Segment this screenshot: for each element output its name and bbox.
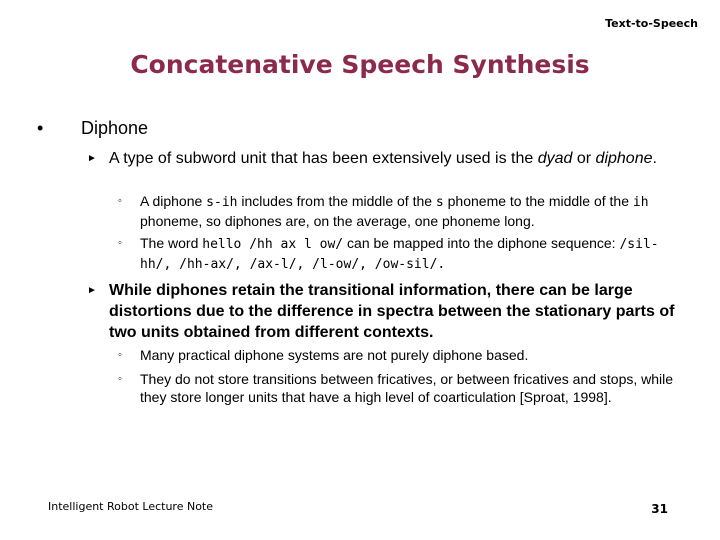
circle-marker-icon: ◦ (118, 349, 122, 361)
bullet-marker: • (37, 118, 44, 138)
sub-item-hello (118, 234, 678, 274)
circle-marker-icon: ◦ (118, 373, 122, 385)
sub-item-transitions (118, 370, 678, 406)
triangle-marker-icon: ► (87, 285, 97, 296)
circle-marker-icon: ◦ (118, 195, 122, 207)
header-tag: Text-to-Speech (605, 17, 698, 30)
bullet-diphone (32, 118, 148, 139)
list-item-dyad (87, 148, 677, 169)
footer-note: Intelligent Robot Lecture Note (48, 500, 214, 513)
page-number: 31 (651, 502, 668, 516)
bullet-text: Diphone (81, 118, 149, 138)
sub-item-text: A diphone s-ih includes from the middle of the s phoneme to the middle of the ih phoneme, so diphones are, on the average, one phoneme long. (140, 193, 649, 229)
sub-item-text: The word hello /hh ax l ow/ can be mapped into the diphone sequence: /sil-hh/, /hh-ax/, /ax-l/, /l-ow/, /ow-sil/. (140, 235, 659, 272)
sub-item-text: They do not store transitions between fricatives, or between fricatives and stops, while they store longer units that have a high level of coarticulation [Sproat, 1998]. (140, 371, 674, 405)
circle-marker-icon: ◦ (118, 237, 122, 249)
list-item-distortions (87, 280, 677, 343)
sub-item-text: Many practical diphone systems are not purely diphone based. (140, 347, 529, 363)
list-item-text: While diphones retain the transitional information, there can be large distortions due to the difference in spectra between the stationary parts of two units obtained from different contexts. (109, 282, 675, 341)
sub-item-practical (118, 346, 678, 364)
sub-item-s-ih (118, 192, 678, 230)
triangle-marker-icon: ► (87, 153, 97, 164)
slide-title: Concatenative Speech Synthesis (130, 50, 590, 79)
list-item-text: A type of subword unit that has been extensively used is the dyad or diphone. (109, 150, 657, 167)
